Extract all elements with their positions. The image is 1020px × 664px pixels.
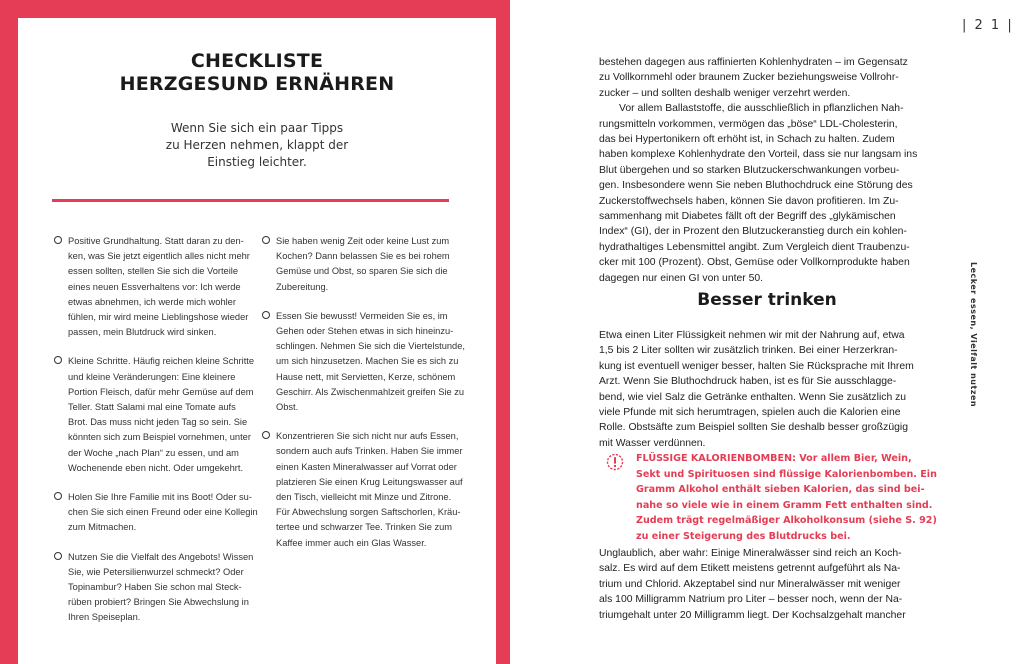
checklist-item-line: chen Sie sich einen Freund oder eine Kollegin [68, 507, 258, 518]
checklist-item [54, 234, 250, 340]
page-subtitle [18, 120, 496, 171]
exclamation-icon [606, 453, 624, 471]
checklist-item [54, 490, 258, 536]
circle-bullet-icon [262, 236, 270, 244]
body-line: sammenhang mit Diabetes fällt oft der Begriff des „glykämischen [599, 211, 896, 223]
body-line: zucker – und sollten deshalb weniger verzehrt werden. [599, 87, 851, 99]
checklist-item [262, 309, 465, 415]
circle-bullet-icon [54, 492, 62, 500]
subtitle-line: zu Herzen nehmen, klappt der [165, 138, 349, 152]
body-line: Arzt. Wenn Sie Bluthochdruck haben, ist es für Sie ausschlagge- [599, 376, 897, 388]
body-text-mineral-water [599, 546, 935, 623]
checklist-item-line: Sie haben wenig Zeit oder keine Lust zum [276, 236, 450, 246]
body-line: Rolle. Obstsäfte zum Beispiel sollten Sie deshalb besser großzügig [599, 422, 908, 434]
checklist-item-line: könnten sich zum Beispiel vornehmen, unter [68, 432, 251, 443]
checklist-item [262, 234, 454, 295]
checklist-column-right [262, 234, 465, 565]
checklist-item-line: schlingen. Nehmen Sie sich die Viertelstunde, [276, 341, 465, 352]
warning-text [636, 451, 937, 545]
body-line: Etwa einen Liter Flüssigkeit nehmen wir mit der Nahrung auf, etwa [599, 330, 905, 341]
body-line: dagegen nur einen GI von unter 50. [599, 272, 764, 284]
checklist-item-line: um sich hinzusetzen. Machen Sie es sich zu [276, 356, 459, 367]
body-line: Unglaublich, aber wahr: Einige Mineralwässer sind reich an Koch- [599, 548, 902, 559]
body-line: 1,5 bis 2 Liter sollten wir zusätzlich trinken. Bei einer Herzerkran- [599, 345, 898, 357]
subtitle-line: Wenn Sie sich ein paar Tipps [170, 121, 344, 135]
checklist-item-line: Obst. [276, 402, 299, 413]
body-line: cker mit 100 (Prozent). Obst, Gemüse oder Vollkornprodukte haben [599, 257, 910, 269]
checklist-item-line: Essen Sie bewusst! Vermeiden Sie es, im [276, 310, 448, 321]
checklist-item-line: Zubereitung. [276, 281, 329, 292]
checklist-item-line: Sie, wie Petersilienwurzel schmeckt? Oder [68, 566, 244, 577]
checklist-item-line: Wochenende eben nicht. Oder umgekehrt. [68, 462, 244, 473]
checklist-item-line: Positive Grundhaltung. Statt daran zu den- [68, 236, 244, 246]
body-line: triumgehalt unter 20 Milligramm liegt. Der Kochsalzgehalt mancher [599, 609, 906, 621]
body-line: mit Wasser verdünnen. [599, 437, 706, 449]
checklist-item [54, 354, 255, 476]
body-line: Index“ (GI), der in Prozent den Blutzuckeranstieg durch ein kohlen- [599, 226, 907, 238]
circle-bullet-icon [54, 236, 62, 244]
checklist-item-line: Gemüse und Obst, so sparen Sie sich die [276, 266, 448, 277]
body-line: gen. Insbesondere wenn Sie neben Bluthochdruck eine Störung des [599, 180, 913, 192]
warning-line: nahe so viele wie in einem Gramm Fett enthalten sind. [636, 499, 933, 511]
checklist-item-line: Gehen oder Stehen etwas in sich hineinzu- [276, 326, 454, 337]
body-line: das bei Hypertonikern oft erhöht ist, in Schach zu halten. Zudem [599, 134, 895, 146]
checklist-item-line: fühlen, mir wird meine Lieblingshose wieder [68, 312, 249, 323]
warning-line: zu einer Steigerung des Blutdrucks bei. [636, 530, 851, 542]
divider [52, 199, 449, 202]
left-page-content [18, 18, 496, 664]
checklist-item-line: und kleine Veränderungen: Eine kleinere [68, 371, 236, 382]
checklist-item-line: Holen Sie Ihre Familie mit ins Boot! Oder su- [68, 492, 252, 503]
checklist-column-left [54, 234, 258, 640]
checklist-item-line: zum Mitmachen. [68, 522, 137, 533]
checklist-item-line: Konzentrieren Sie sich nicht nur aufs Essen, [276, 431, 459, 442]
side-label-text: Lecker essen, Vielfalt nutzen [969, 262, 978, 408]
subtitle-line: Einstieg leichter. [207, 155, 307, 169]
checklist-item-line: etwas abnehmen, ich werde mich wohler [68, 296, 236, 307]
warning-line: Gramm Alkohol enthält sieben Kalorien, das sind bei- [636, 484, 925, 496]
checklist-item-line: essen sollten, stellen Sie sich die Vorteile [68, 266, 239, 277]
checklist-item-line: Nutzen Sie die Vielfalt des Angebots! Wissen [68, 551, 254, 562]
body-text-intro [599, 55, 935, 286]
body-text-drinking [599, 328, 935, 451]
warning-line: Zudem trägt regelmäßiger Alkoholkonsum (siehe S. 92) [636, 515, 937, 527]
checklist-item [54, 550, 254, 626]
body-line: Blut übergehen und so starken Blutzuckerschwankungen vorbeu- [599, 164, 900, 176]
checklist-item-line: Hause nett, mit Servietten, Kerze, schönem [276, 371, 456, 382]
checklist-item-line: Kleine Schritte. Häufig reichen kleine Schritte [68, 356, 255, 367]
body-line: viele Pfunde mit sich herumtragen, spielen auch die Kalorien eine [599, 407, 901, 419]
body-line: Zuckerstoffwechsels haben, können Sie davon profitieren. Im Zu- [599, 195, 899, 207]
checklist-item-line: passen, mein Blutdruck wird sinken. [68, 327, 217, 338]
title-line: CHECKLISTE [190, 50, 324, 72]
body-line: als 100 Milligramm Natrium pro Liter – besser noch, wenn der Na- [599, 594, 903, 606]
body-line: zu Vollkornmehl oder braunem Zucker beziehungsweise Vollrohr- [599, 72, 899, 84]
circle-bullet-icon [262, 311, 270, 319]
checklist-item-line: tertee und schwarzer Tee. Trinken Sie zum [276, 522, 453, 533]
section-heading: Besser trinken [697, 290, 837, 310]
checklist-item-line: Kaffee immer auch ein Glas Wasser. [276, 537, 427, 548]
circle-bullet-icon [54, 552, 62, 560]
checklist-item-line: rüben probiert? Bringen Sie Abwechslung in [68, 597, 249, 608]
body-line: hydrathaltiges Lebensmittel angibt. Zum Vergleich dient Traubenzu- [599, 241, 910, 253]
checklist-item-line: einen Kasten Mineralwasser auf Vorrat oder [276, 461, 457, 472]
body-line: bestehen dagegen aus raffinierten Kohlenhydraten – im Gegensatz [599, 57, 908, 68]
checklist-item-line: Geschirr. Als Zwischenmahlzeit greifen Sie zu [276, 386, 465, 397]
body-line: salz. Es wird auf dem Etikett meistens getrennt aufgeführt als Na- [599, 563, 901, 575]
page-title [18, 50, 496, 96]
checklist-item [262, 429, 463, 551]
body-line: rungsmitteln vorkommen, vermögen das „böse“ LDL-Cholesterin, [599, 118, 898, 130]
circle-bullet-icon [262, 431, 270, 439]
checklist-item-line: ken, was Sie jetzt eigentlich alles nicht mehr [68, 251, 250, 262]
circle-bullet-icon [54, 356, 62, 364]
checklist-item-line: Für Abwechslung sorgen Saftschorlen, Kräu- [276, 507, 461, 518]
warning-line: Sekt und Spirituosen sind flüssige Kalorienbomben. Ein [636, 468, 937, 480]
checklist-item-line: Teller. Statt Salami mal eine Tomate aufs [68, 402, 236, 413]
checklist-item-line: platzieren Sie einen Krug Leitungswasser auf [276, 476, 463, 487]
checklist-item-line: Ihren Speiseplan. [68, 612, 141, 623]
checklist-item-line: Portion Fleisch, dafür mehr Gemüse auf dem [68, 386, 254, 397]
body-line: trium und Chlorid. Akzeptabel sind nur Mineralwässer mit weniger [599, 578, 901, 590]
body-line: kung ist eventuell weniger besser, halten Sie Rücksprache mit Ihrem [599, 360, 914, 372]
checklist-item-line: der Woche „nach Plan“ zu essen, und am [68, 447, 239, 458]
checklist-item-line: eines neuen Essverhaltens vor: Ich werde [68, 281, 241, 292]
checklist-item-line: Kochen? Dann belassen Sie es bei rohem [276, 251, 450, 262]
body-line: Vor allem Ballaststoffe, die ausschließlich in pflanzlichen Nah- [619, 103, 904, 115]
checklist-item-line: den Tisch, vielleicht mit Minze und Zitrone. [276, 492, 452, 503]
checklist-item-line: sondern auch aufs Trinken. Haben Sie immer [276, 446, 463, 457]
checklist-item-line: Brot. Das muss nicht jeden Tag so sein. Sie [68, 417, 248, 428]
checklist-item-line: Topinambur? Haben Sie schon mal Steck- [68, 582, 242, 593]
page-number: | 2 1 | [962, 18, 1014, 33]
body-line: bend, wie viel Salz die Getränke enthalten. Wenn Sie zusätzlich zu [599, 391, 907, 403]
warning-line: FLÜSSIGE KALORIENBOMBEN: Vor allem Bier, Wein, [636, 453, 912, 464]
title-line: HERZGESUND ERNÄHREN [119, 73, 395, 95]
side-section-label [969, 262, 983, 408]
body-line: haben komplexe Kohlenhydrate den Vorteil, dass sie nur langsam ins [599, 149, 918, 161]
